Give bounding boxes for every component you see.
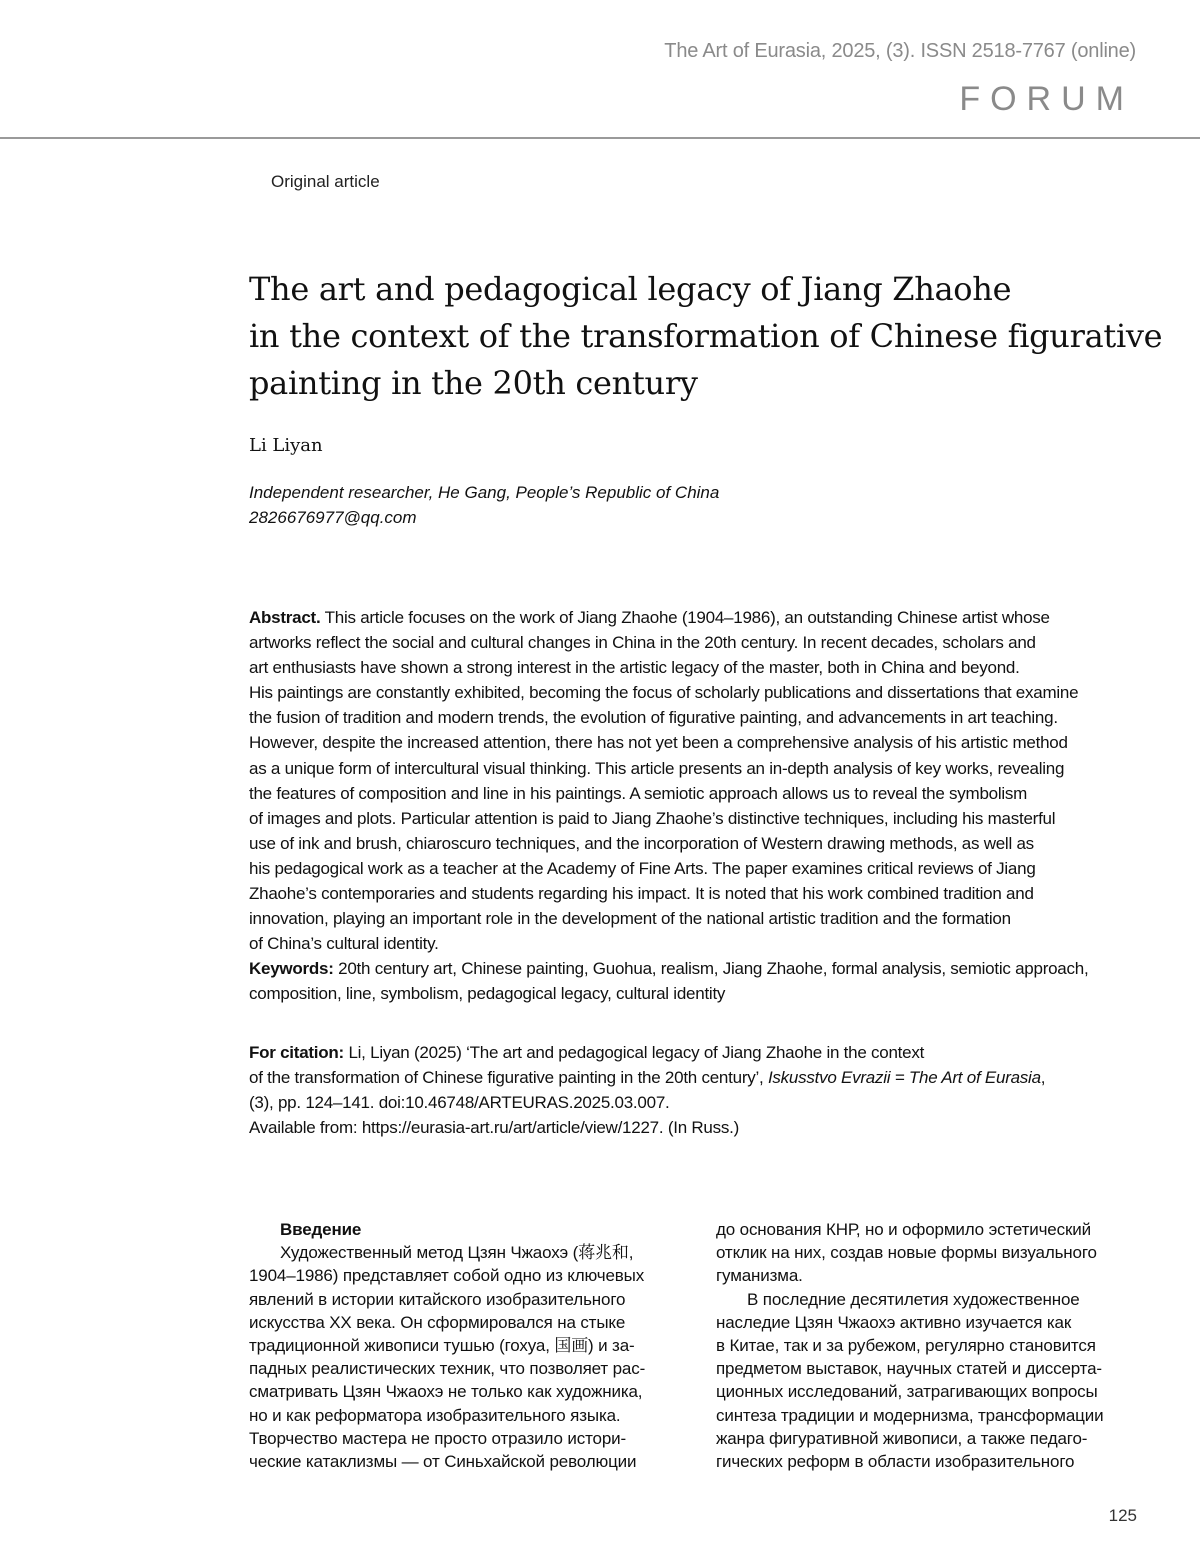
affiliation-institution: Independent researcher, He Gang, People’s Republic of China bbox=[249, 483, 720, 502]
body-line: искусства XX века. Он сформировался на стыке bbox=[249, 1312, 626, 1332]
citation-line: (3), pp. 124–141. doi:10.46748/ARTEURAS.2025.03.007. bbox=[249, 1093, 670, 1112]
citation-text: of the transformation of Chinese figurative painting in the 20th century’, bbox=[249, 1068, 768, 1087]
page-number: 125 bbox=[1108, 1506, 1137, 1525]
section-name: FORUM bbox=[959, 80, 1134, 118]
title-line: The art and pedagogical legacy of Jiang Zhaohe bbox=[249, 270, 1012, 308]
body-line: жанра фигуративной живописи, а также педаго- bbox=[716, 1428, 1088, 1448]
title-line: in the context of the transformation of Chinese figurative bbox=[249, 317, 1163, 355]
author-affiliation bbox=[249, 480, 719, 530]
body-line: традиционной живописи тушью (гохуа, 国画) и за- bbox=[249, 1336, 635, 1356]
abstract-line: artworks reflect the social and cultural changes in China in the 20th century. In recent decades, scholars and bbox=[249, 633, 1036, 653]
abstract-text: This article focuses on the work of Jiang Zhaohe (1904–1986), an outstanding Chinese artist whose bbox=[320, 608, 1050, 627]
body-line: гуманизма. bbox=[716, 1266, 803, 1286]
citation-text: Li, Liyan (2025) ‘The art and pedagogical legacy of Jiang Zhaohe in the context bbox=[343, 1043, 925, 1062]
keywords-text: 20th century art, Chinese painting, Guohua, realism, Jiang Zhaohe, formal analysis, semiotic approach, bbox=[333, 959, 1089, 979]
body-line: Творчество мастера не просто отразило истори- bbox=[249, 1428, 626, 1448]
keywords-label: Keywords: bbox=[249, 959, 334, 979]
section-heading: Введение bbox=[280, 1220, 362, 1239]
abstract-line: the fusion of tradition and modern trends, the evolution of figurative painting, and advancements in art teaching. bbox=[249, 708, 1058, 728]
citation-url[interactable]: Available from: https://eurasia-art.ru/art/article/view/1227. (In Russ.) bbox=[249, 1118, 739, 1137]
body-line: 1904–1986) представляет собой одно из ключевых bbox=[249, 1266, 645, 1286]
body-line: но и как реформатора изобразительного языка. bbox=[249, 1405, 621, 1425]
body-line: гических реформ в области изобразительного bbox=[716, 1452, 1075, 1472]
citation-line bbox=[249, 1040, 1141, 1065]
journal-info: The Art of Eurasia, 2025, (3). ISSN 2518-7767 (online) bbox=[664, 40, 1136, 62]
body-line: отклик на них, создав новые формы визуального bbox=[716, 1243, 1097, 1263]
citation-block bbox=[249, 1040, 1141, 1140]
abstract-line: of China’s cultural identity. bbox=[249, 934, 439, 954]
abstract-line: art enthusiasts have shown a strong interest in the artistic legacy of the master, both in China and beyond. bbox=[249, 658, 1020, 678]
keywords-line bbox=[249, 956, 1141, 981]
abstract-line: use of ink and brush, chiaroscuro techniques, and the incorporation of Western drawing methods, as well as bbox=[249, 833, 1034, 853]
abstract-line: Zhaohe’s contemporaries and students regarding his impact. It is noted that his work combined tradition and bbox=[249, 884, 1034, 904]
author-name: Li Liyan bbox=[249, 435, 323, 456]
body-line: сматривать Цзян Чжаохэ не только как художника, bbox=[249, 1382, 643, 1402]
article-type: Original article bbox=[271, 172, 380, 191]
abstract-line: innovation, playing an important role in the development of the national artistic tradition and the formation bbox=[249, 909, 1011, 929]
citation-line bbox=[249, 1065, 1141, 1090]
title-line: painting in the 20th century bbox=[249, 364, 698, 402]
body-line: падных реалистических техник, что позволяет рас- bbox=[249, 1359, 646, 1379]
abstract-line: However, despite the increased attention, there has not yet been a comprehensive analysis of his artistic method bbox=[249, 733, 1068, 753]
article-title bbox=[249, 266, 1163, 407]
body-line: в Китае, так и за рубежом, регулярно становится bbox=[716, 1336, 1096, 1356]
abstract-line: of images and plots. Particular attention is paid to Jiang Zhaohe’s distinctive techniques, including his masterful bbox=[249, 808, 1056, 828]
citation-label: For citation: bbox=[249, 1043, 344, 1062]
body-column-left bbox=[249, 1218, 674, 1473]
header-divider bbox=[0, 137, 1200, 139]
body-line: ческие катаклизмы — от Синьхайской революции bbox=[249, 1452, 637, 1472]
abstract-line bbox=[249, 605, 1141, 630]
keywords-line: composition, line, symbolism, pedagogical legacy, cultural identity bbox=[249, 984, 726, 1004]
abstract-line: his pedagogical work as a teacher at the Academy of Fine Arts. The paper examines critical reviews of Jiang bbox=[249, 858, 1036, 878]
body-line: В последние десятилетия художественное bbox=[747, 1289, 1080, 1309]
abstract-block bbox=[249, 605, 1141, 1007]
body-line: Художественный метод Цзян Чжаохэ (蒋兆和, bbox=[280, 1243, 634, 1263]
body-line: синтеза традиции и модернизма, трансформации bbox=[716, 1405, 1104, 1425]
abstract-line: the features of composition and line in his paintings. A semiotic approach allows us to reveal the symbolism bbox=[249, 783, 1028, 803]
body-column-right bbox=[716, 1218, 1141, 1473]
abstract-label: Abstract. bbox=[249, 608, 321, 627]
abstract-line: His paintings are constantly exhibited, becoming the focus of scholarly publications and dissertations that examine bbox=[249, 683, 1079, 703]
body-line: ционных исследований, затрагивающих вопросы bbox=[716, 1382, 1098, 1402]
body-line: предметом выставок, научных статей и диссерта- bbox=[716, 1359, 1102, 1379]
affiliation-email[interactable]: 2826676977@qq.com bbox=[249, 508, 417, 527]
citation-text: , bbox=[1040, 1068, 1046, 1087]
body-line: наследие Цзян Чжаохэ активно изучается как bbox=[716, 1312, 1072, 1332]
body-line: до основания КНР, но и оформило эстетический bbox=[716, 1220, 1091, 1239]
body-line: явлений в истории китайского изобразительного bbox=[249, 1289, 626, 1309]
abstract-line: as a unique form of intercultural visual thinking. This article presents an in-depth analysis of key works, revealing bbox=[249, 758, 1065, 778]
citation-journal: Iskusstvo Evrazii = The Art of Eurasia bbox=[767, 1068, 1041, 1087]
